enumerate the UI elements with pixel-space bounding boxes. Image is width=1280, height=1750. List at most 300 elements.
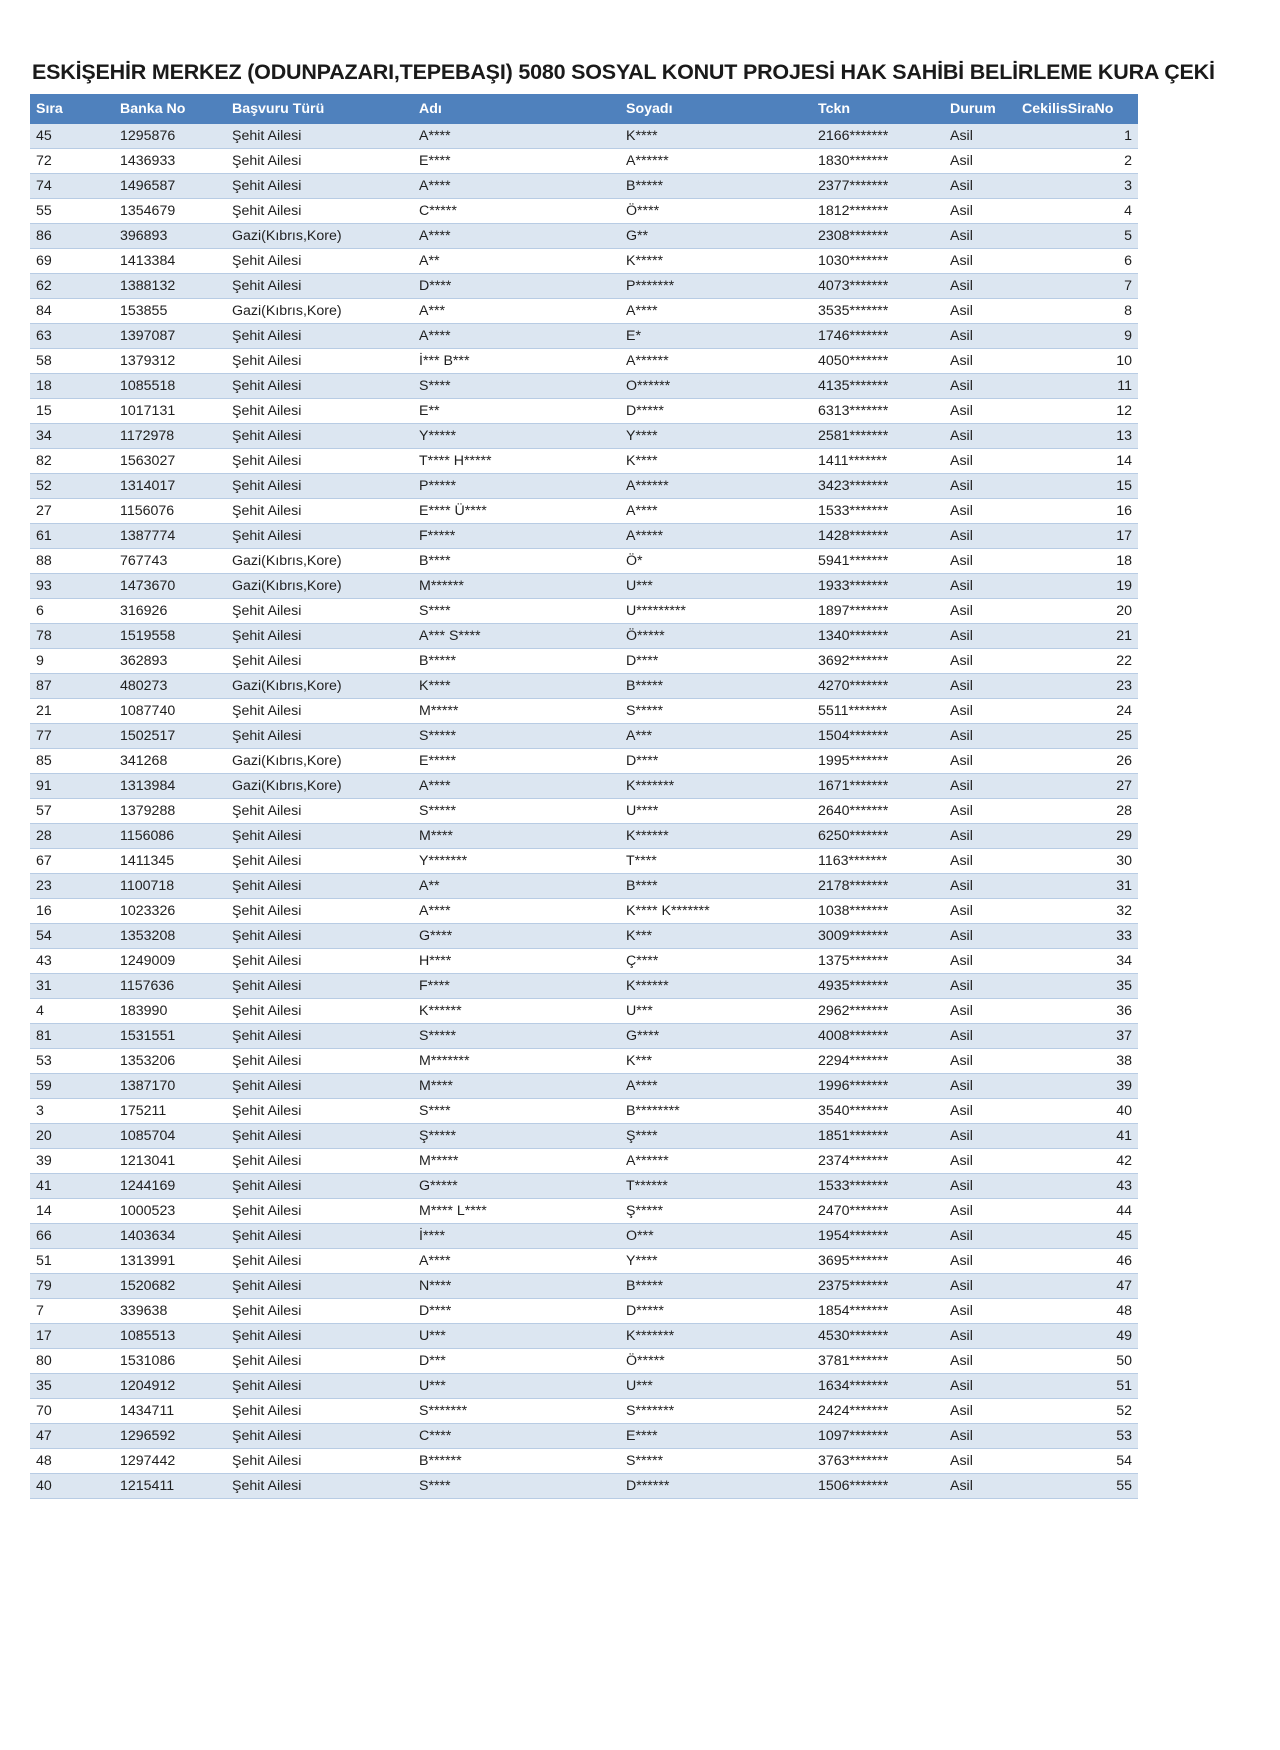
cell-adi: S**** <box>413 1474 620 1499</box>
cell-banka-no: 1353208 <box>114 924 226 949</box>
cell-banka-no: 1388132 <box>114 274 226 299</box>
table-row[interactable] <box>30 1074 1138 1099</box>
cell-banka-no: 1085513 <box>114 1324 226 1349</box>
cell-durum: Asil <box>944 674 1016 699</box>
cell-cekilis-sira-no: 45 <box>1016 1224 1138 1249</box>
cell-durum: Asil <box>944 1099 1016 1124</box>
cell-durum: Asil <box>944 649 1016 674</box>
cell-soyadi: K***** <box>620 249 812 274</box>
cell-sira: 31 <box>30 974 114 999</box>
cell-soyadi: U********* <box>620 599 812 624</box>
cell-durum: Asil <box>944 1199 1016 1224</box>
cell-adi: E**** <box>413 149 620 174</box>
cell-soyadi: D***** <box>620 399 812 424</box>
cell-soyadi: K******* <box>620 1324 812 1349</box>
cell-soyadi: Ş**** <box>620 1124 812 1149</box>
table-row[interactable] <box>30 1249 1138 1274</box>
page-title: ESKİŞEHİR MERKEZ (ODUNPAZARI,TEPEBAŞI) 5080 SOSYAL KONUT PROJESİ HAK SAHİBİ BELİRLEME KURA ÇEKİ <box>32 60 1215 84</box>
cell-tckn: 2470******* <box>812 1199 944 1224</box>
cell-banka-no: 1156086 <box>114 824 226 849</box>
cell-soyadi: E**** <box>620 1424 812 1449</box>
cell-tckn: 2962******* <box>812 999 944 1024</box>
cell-soyadi: O*** <box>620 1224 812 1249</box>
cell-adi: A*** S**** <box>413 624 620 649</box>
cell-durum: Asil <box>944 924 1016 949</box>
column-header-cekilis-sira-no[interactable]: CekilisSiraNo <box>1016 94 1138 124</box>
cell-cekilis-sira-no: 12 <box>1016 399 1138 424</box>
cell-sira: 41 <box>30 1174 114 1199</box>
table-row[interactable] <box>30 299 1138 324</box>
cell-adi: K****** <box>413 999 620 1024</box>
cell-banka-no: 1000523 <box>114 1199 226 1224</box>
cell-banka-no: 1354679 <box>114 199 226 224</box>
cell-tckn: 1030******* <box>812 249 944 274</box>
cell-durum: Asil <box>944 599 1016 624</box>
cell-sira: 80 <box>30 1349 114 1374</box>
cell-banka-no: 1436933 <box>114 149 226 174</box>
cell-basvuru-turu: Şehit Ailesi <box>226 474 413 499</box>
cell-basvuru-turu: Şehit Ailesi <box>226 1374 413 1399</box>
table-row[interactable] <box>30 374 1138 399</box>
cell-basvuru-turu: Şehit Ailesi <box>226 1399 413 1424</box>
cell-sira: 15 <box>30 399 114 424</box>
cell-adi: T**** H***** <box>413 449 620 474</box>
cell-basvuru-turu: Gazi(Kıbrıs,Kore) <box>226 574 413 599</box>
table-row[interactable] <box>30 949 1138 974</box>
cell-soyadi: Ö**** <box>620 199 812 224</box>
cell-cekilis-sira-no: 40 <box>1016 1099 1138 1124</box>
cell-sira: 72 <box>30 149 114 174</box>
cell-tckn: 1634******* <box>812 1374 944 1399</box>
cell-durum: Asil <box>944 1149 1016 1174</box>
cell-adi: F***** <box>413 524 620 549</box>
cell-durum: Asil <box>944 149 1016 174</box>
table-row[interactable] <box>30 1174 1138 1199</box>
table-row[interactable] <box>30 1024 1138 1049</box>
cell-soyadi: U*** <box>620 999 812 1024</box>
cell-soyadi: A**** <box>620 499 812 524</box>
table-row[interactable] <box>30 499 1138 524</box>
cell-durum: Asil <box>944 1399 1016 1424</box>
cell-durum: Asil <box>944 1299 1016 1324</box>
table-row[interactable] <box>30 1449 1138 1474</box>
column-header-soyadi[interactable]: Soyadı <box>620 94 812 124</box>
cell-soyadi: T****** <box>620 1174 812 1199</box>
cell-cekilis-sira-no: 44 <box>1016 1199 1138 1224</box>
cell-tckn: 2424******* <box>812 1399 944 1424</box>
table-row[interactable] <box>30 149 1138 174</box>
table-row[interactable] <box>30 1049 1138 1074</box>
table-row[interactable] <box>30 899 1138 924</box>
cell-sira: 45 <box>30 124 114 149</box>
table-row[interactable] <box>30 1349 1138 1374</box>
cell-banka-no: 1297442 <box>114 1449 226 1474</box>
cell-soyadi: G** <box>620 224 812 249</box>
cell-tckn: 2640******* <box>812 799 944 824</box>
cell-durum: Asil <box>944 899 1016 924</box>
cell-basvuru-turu: Şehit Ailesi <box>226 824 413 849</box>
table-row[interactable] <box>30 974 1138 999</box>
cell-cekilis-sira-no: 41 <box>1016 1124 1138 1149</box>
cell-banka-no: 1295876 <box>114 124 226 149</box>
cell-soyadi: K*** <box>620 924 812 949</box>
cell-tckn: 6313******* <box>812 399 944 424</box>
column-header-banka-no[interactable]: Banka No <box>114 94 226 124</box>
cell-tckn: 1428******* <box>812 524 944 549</box>
cell-basvuru-turu: Şehit Ailesi <box>226 499 413 524</box>
table-row[interactable] <box>30 749 1138 774</box>
cell-soyadi: D**** <box>620 749 812 774</box>
cell-basvuru-turu: Şehit Ailesi <box>226 524 413 549</box>
cell-sira: 43 <box>30 949 114 974</box>
cell-sira: 34 <box>30 424 114 449</box>
cell-durum: Asil <box>944 1324 1016 1349</box>
cell-soyadi: S***** <box>620 1449 812 1474</box>
table-row[interactable] <box>30 399 1138 424</box>
cell-adi: S**** <box>413 374 620 399</box>
cell-banka-no: 1353206 <box>114 1049 226 1074</box>
cell-adi: K**** <box>413 674 620 699</box>
column-header-durum[interactable]: Durum <box>944 94 1016 124</box>
cell-sira: 67 <box>30 849 114 874</box>
cell-tckn: 1995******* <box>812 749 944 774</box>
cell-basvuru-turu: Şehit Ailesi <box>226 1124 413 1149</box>
table-row[interactable] <box>30 1474 1138 1499</box>
column-header-tckn[interactable]: Tckn <box>812 94 944 124</box>
cell-tckn: 3423******* <box>812 474 944 499</box>
cell-tckn: 1533******* <box>812 1174 944 1199</box>
cell-tckn: 4530******* <box>812 1324 944 1349</box>
cell-soyadi: B**** <box>620 874 812 899</box>
table-row[interactable] <box>30 849 1138 874</box>
cell-adi: G**** <box>413 924 620 949</box>
cell-soyadi: U**** <box>620 799 812 824</box>
cell-soyadi: B***** <box>620 674 812 699</box>
table-row[interactable] <box>30 124 1138 149</box>
cell-banka-no: 1085704 <box>114 1124 226 1149</box>
table-row[interactable] <box>30 224 1138 249</box>
cell-banka-no: 183990 <box>114 999 226 1024</box>
cell-soyadi: A****** <box>620 474 812 499</box>
cell-adi: M****** <box>413 574 620 599</box>
table-row[interactable] <box>30 1224 1138 1249</box>
column-header-basvuru-turu[interactable]: Başvuru Türü <box>226 94 413 124</box>
cell-basvuru-turu: Şehit Ailesi <box>226 899 413 924</box>
cell-durum: Asil <box>944 374 1016 399</box>
table-row[interactable] <box>30 774 1138 799</box>
table-row[interactable] <box>30 1149 1138 1174</box>
cell-durum: Asil <box>944 549 1016 574</box>
table-row[interactable] <box>30 1274 1138 1299</box>
cell-sira: 3 <box>30 1099 114 1124</box>
column-header-adi[interactable]: Adı <box>413 94 620 124</box>
table-row[interactable] <box>30 724 1138 749</box>
cell-soyadi: A***** <box>620 524 812 549</box>
column-header-sira[interactable]: Sıra <box>30 94 114 124</box>
cell-cekilis-sira-no: 21 <box>1016 624 1138 649</box>
cell-durum: Asil <box>944 349 1016 374</box>
table-row[interactable] <box>30 249 1138 274</box>
table-row[interactable] <box>30 874 1138 899</box>
cell-cekilis-sira-no: 13 <box>1016 424 1138 449</box>
cell-adi: A**** <box>413 224 620 249</box>
cell-adi: D**** <box>413 274 620 299</box>
table-row[interactable] <box>30 324 1138 349</box>
cell-sira: 4 <box>30 999 114 1024</box>
cell-cekilis-sira-no: 11 <box>1016 374 1138 399</box>
cell-tckn: 1340******* <box>812 624 944 649</box>
cell-soyadi: Y**** <box>620 1249 812 1274</box>
cell-soyadi: Ö***** <box>620 1349 812 1374</box>
cell-durum: Asil <box>944 974 1016 999</box>
cell-basvuru-turu: Şehit Ailesi <box>226 1474 413 1499</box>
table-row[interactable] <box>30 699 1138 724</box>
cell-durum: Asil <box>944 249 1016 274</box>
cell-tckn: 1854******* <box>812 1299 944 1324</box>
table-row[interactable] <box>30 1424 1138 1449</box>
cell-adi: Y***** <box>413 424 620 449</box>
cell-tckn: 1506******* <box>812 1474 944 1499</box>
table-row[interactable] <box>30 1199 1138 1224</box>
cell-durum: Asil <box>944 124 1016 149</box>
cell-basvuru-turu: Şehit Ailesi <box>226 174 413 199</box>
cell-adi: S******* <box>413 1399 620 1424</box>
cell-tckn: 2308******* <box>812 224 944 249</box>
cell-tckn: 1097******* <box>812 1424 944 1449</box>
cell-sira: 82 <box>30 449 114 474</box>
cell-durum: Asil <box>944 1474 1016 1499</box>
cell-adi: S**** <box>413 1099 620 1124</box>
cell-cekilis-sira-no: 49 <box>1016 1324 1138 1349</box>
cell-durum: Asil <box>944 1074 1016 1099</box>
table-row[interactable] <box>30 474 1138 499</box>
cell-basvuru-turu: Şehit Ailesi <box>226 1424 413 1449</box>
cell-sira: 74 <box>30 174 114 199</box>
cell-sira: 52 <box>30 474 114 499</box>
cell-soyadi: K******* <box>620 774 812 799</box>
cell-basvuru-turu: Gazi(Kıbrıs,Kore) <box>226 299 413 324</box>
cell-tckn: 1933******* <box>812 574 944 599</box>
cell-tckn: 1954******* <box>812 1224 944 1249</box>
cell-sira: 55 <box>30 199 114 224</box>
table-row[interactable] <box>30 1099 1138 1124</box>
cell-sira: 61 <box>30 524 114 549</box>
cell-tckn: 5511******* <box>812 699 944 724</box>
cell-tckn: 2375******* <box>812 1274 944 1299</box>
cell-adi: H**** <box>413 949 620 974</box>
table-row[interactable] <box>30 1399 1138 1424</box>
cell-durum: Asil <box>944 724 1016 749</box>
cell-basvuru-turu: Şehit Ailesi <box>226 1199 413 1224</box>
cell-sira: 7 <box>30 1299 114 1324</box>
cell-banka-no: 480273 <box>114 674 226 699</box>
cell-sira: 35 <box>30 1374 114 1399</box>
cell-banka-no: 1387774 <box>114 524 226 549</box>
cell-basvuru-turu: Şehit Ailesi <box>226 399 413 424</box>
cell-basvuru-turu: Şehit Ailesi <box>226 649 413 674</box>
cell-tckn: 1411******* <box>812 449 944 474</box>
cell-banka-no: 1215411 <box>114 1474 226 1499</box>
table-row[interactable] <box>30 449 1138 474</box>
cell-sira: 86 <box>30 224 114 249</box>
cell-banka-no: 1157636 <box>114 974 226 999</box>
table-row[interactable] <box>30 1324 1138 1349</box>
cell-adi: S***** <box>413 724 620 749</box>
cell-adi: S***** <box>413 1024 620 1049</box>
cell-adi: G***** <box>413 1174 620 1199</box>
cell-basvuru-turu: Şehit Ailesi <box>226 949 413 974</box>
cell-durum: Asil <box>944 499 1016 524</box>
cell-tckn: 3540******* <box>812 1099 944 1124</box>
cell-basvuru-turu: Şehit Ailesi <box>226 324 413 349</box>
cell-basvuru-turu: Şehit Ailesi <box>226 424 413 449</box>
cell-sira: 6 <box>30 599 114 624</box>
cell-banka-no: 1085518 <box>114 374 226 399</box>
cell-soyadi: B***** <box>620 174 812 199</box>
cell-durum: Asil <box>944 424 1016 449</box>
cell-tckn: 2374******* <box>812 1149 944 1174</box>
cell-adi: C***** <box>413 199 620 224</box>
cell-tckn: 1897******* <box>812 599 944 624</box>
cell-banka-no: 175211 <box>114 1099 226 1124</box>
table-row[interactable] <box>30 174 1138 199</box>
cell-cekilis-sira-no: 4 <box>1016 199 1138 224</box>
cell-sira: 84 <box>30 299 114 324</box>
table-row[interactable] <box>30 274 1138 299</box>
cell-durum: Asil <box>944 999 1016 1024</box>
table-row[interactable] <box>30 1299 1138 1324</box>
table-row[interactable] <box>30 424 1138 449</box>
table-row[interactable] <box>30 674 1138 699</box>
cell-sira: 53 <box>30 1049 114 1074</box>
cell-adi: A**** <box>413 774 620 799</box>
cell-basvuru-turu: Şehit Ailesi <box>226 924 413 949</box>
cell-tckn: 2581******* <box>812 424 944 449</box>
cell-banka-no: 1563027 <box>114 449 226 474</box>
cell-adi: M***** <box>413 1149 620 1174</box>
table-row[interactable] <box>30 799 1138 824</box>
cell-banka-no: 1244169 <box>114 1174 226 1199</box>
cell-cekilis-sira-no: 25 <box>1016 724 1138 749</box>
cell-basvuru-turu: Gazi(Kıbrıs,Kore) <box>226 674 413 699</box>
cell-durum: Asil <box>944 449 1016 474</box>
cell-cekilis-sira-no: 42 <box>1016 1149 1138 1174</box>
cell-basvuru-turu: Şehit Ailesi <box>226 449 413 474</box>
table-row[interactable] <box>30 924 1138 949</box>
table-row[interactable] <box>30 199 1138 224</box>
cell-durum: Asil <box>944 849 1016 874</box>
table-row[interactable] <box>30 649 1138 674</box>
cell-adi: U*** <box>413 1324 620 1349</box>
cell-soyadi: O****** <box>620 374 812 399</box>
cell-banka-no: 1156076 <box>114 499 226 524</box>
cell-tckn: 4270******* <box>812 674 944 699</box>
cell-basvuru-turu: Şehit Ailesi <box>226 1274 413 1299</box>
cell-banka-no: 1023326 <box>114 899 226 924</box>
table-row[interactable] <box>30 999 1138 1024</box>
table-header <box>30 94 1138 124</box>
cell-durum: Asil <box>944 824 1016 849</box>
table-row[interactable] <box>30 574 1138 599</box>
cell-sira: 23 <box>30 874 114 899</box>
table-row[interactable] <box>30 624 1138 649</box>
cell-sira: 14 <box>30 1199 114 1224</box>
cell-durum: Asil <box>944 1349 1016 1374</box>
cell-cekilis-sira-no: 23 <box>1016 674 1138 699</box>
cell-tckn: 1533******* <box>812 499 944 524</box>
cell-adi: Y******* <box>413 849 620 874</box>
cell-sira: 21 <box>30 699 114 724</box>
cell-cekilis-sira-no: 43 <box>1016 1174 1138 1199</box>
cell-sira: 16 <box>30 899 114 924</box>
table-row[interactable] <box>30 524 1138 549</box>
table-row[interactable] <box>30 1374 1138 1399</box>
cell-durum: Asil <box>944 474 1016 499</box>
cell-tckn: 1504******* <box>812 724 944 749</box>
cell-durum: Asil <box>944 1249 1016 1274</box>
cell-cekilis-sira-no: 39 <box>1016 1074 1138 1099</box>
cell-sira: 78 <box>30 624 114 649</box>
cell-soyadi: D***** <box>620 1299 812 1324</box>
cell-durum: Asil <box>944 1124 1016 1149</box>
cell-cekilis-sira-no: 8 <box>1016 299 1138 324</box>
cell-adi: A*** <box>413 299 620 324</box>
cell-cekilis-sira-no: 5 <box>1016 224 1138 249</box>
cell-cekilis-sira-no: 27 <box>1016 774 1138 799</box>
cell-basvuru-turu: Gazi(Kıbrıs,Kore) <box>226 224 413 249</box>
cell-banka-no: 362893 <box>114 649 226 674</box>
cell-sira: 54 <box>30 924 114 949</box>
table-row[interactable] <box>30 549 1138 574</box>
cell-tckn: 1038******* <box>812 899 944 924</box>
cell-cekilis-sira-no: 55 <box>1016 1474 1138 1499</box>
cell-banka-no: 1379312 <box>114 349 226 374</box>
cell-banka-no: 1172978 <box>114 424 226 449</box>
cell-tckn: 4008******* <box>812 1024 944 1049</box>
kura-results-table <box>30 94 1138 1499</box>
cell-cekilis-sira-no: 35 <box>1016 974 1138 999</box>
cell-basvuru-turu: Şehit Ailesi <box>226 874 413 899</box>
cell-cekilis-sira-no: 9 <box>1016 324 1138 349</box>
cell-banka-no: 1249009 <box>114 949 226 974</box>
table-row[interactable] <box>30 599 1138 624</box>
cell-cekilis-sira-no: 15 <box>1016 474 1138 499</box>
cell-basvuru-turu: Şehit Ailesi <box>226 349 413 374</box>
cell-durum: Asil <box>944 774 1016 799</box>
cell-cekilis-sira-no: 47 <box>1016 1274 1138 1299</box>
cell-cekilis-sira-no: 1 <box>1016 124 1138 149</box>
table-row[interactable] <box>30 349 1138 374</box>
cell-tckn: 1375******* <box>812 949 944 974</box>
table-row[interactable] <box>30 824 1138 849</box>
cell-basvuru-turu: Şehit Ailesi <box>226 1149 413 1174</box>
cell-tckn: 3763******* <box>812 1449 944 1474</box>
cell-cekilis-sira-no: 31 <box>1016 874 1138 899</box>
cell-tckn: 1830******* <box>812 149 944 174</box>
cell-tckn: 3695******* <box>812 1249 944 1274</box>
cell-banka-no: 1520682 <box>114 1274 226 1299</box>
cell-banka-no: 1296592 <box>114 1424 226 1449</box>
cell-sira: 77 <box>30 724 114 749</box>
cell-basvuru-turu: Şehit Ailesi <box>226 599 413 624</box>
table-row[interactable] <box>30 1124 1138 1149</box>
cell-soyadi: Ö***** <box>620 624 812 649</box>
cell-tckn: 2166******* <box>812 124 944 149</box>
cell-banka-no: 1017131 <box>114 399 226 424</box>
cell-cekilis-sira-no: 3 <box>1016 174 1138 199</box>
cell-soyadi: A**** <box>620 1074 812 1099</box>
cell-cekilis-sira-no: 10 <box>1016 349 1138 374</box>
